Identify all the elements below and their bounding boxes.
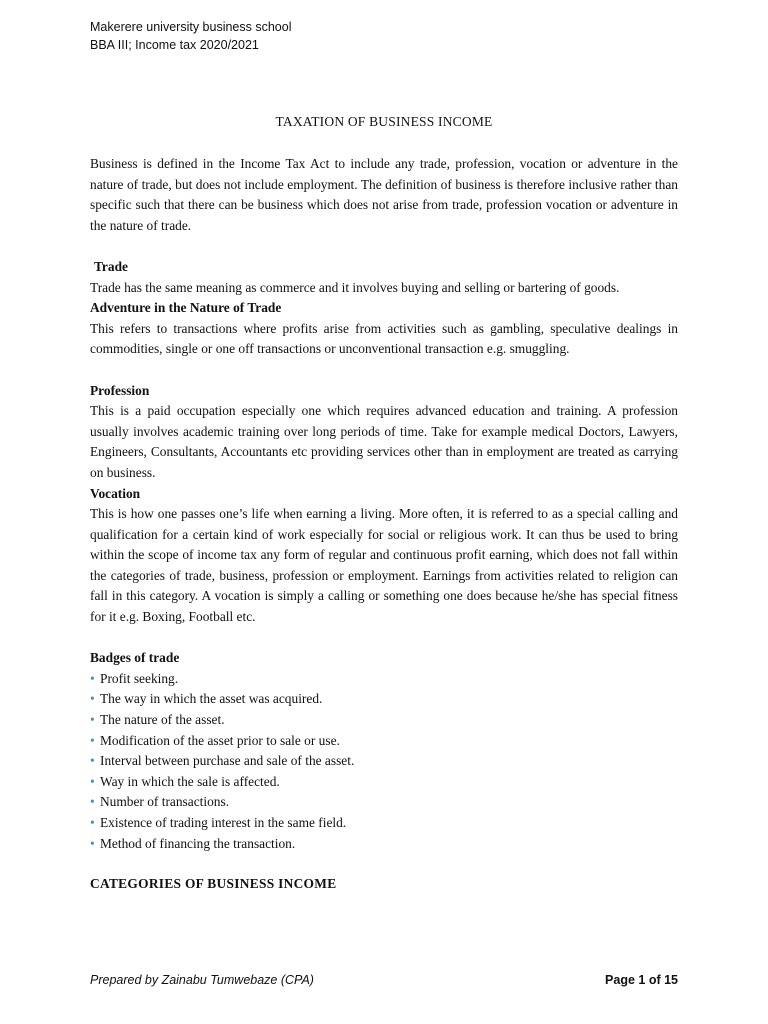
vocation-heading: Vocation (90, 485, 141, 501)
trade-paragraph: Trade has the same meaning as commerce and it involves buying and selling or bartering of goods. (90, 279, 620, 295)
list-item: • Interval between purchase and sale of the asset. (90, 751, 678, 772)
list-item: • Modification of the asset prior to sale or use. (90, 731, 678, 752)
bullet-icon: • (90, 815, 95, 830)
document-body (90, 154, 678, 895)
adventure-heading: Adventure in the Nature of Trade (90, 300, 282, 316)
bullet-icon: • (90, 670, 95, 686)
trade-heading: Trade (94, 258, 128, 274)
header-institution: Makerere university business school (90, 20, 292, 34)
list-item: • Method of financing the transaction. (90, 834, 678, 855)
page-footer (90, 973, 678, 987)
document-title: TAXATION OF BUSINESS INCOME (275, 114, 493, 129)
bullet-icon: • (90, 794, 95, 810)
badges-heading: Badges of trade (90, 650, 180, 666)
list-item: • Existence of trading interest in the same field. (90, 813, 678, 834)
header-course: BBA III; Income tax 2020/2021 (90, 38, 259, 52)
list-item: • Profit seeking. (90, 669, 678, 690)
profession-heading: Profession (90, 382, 150, 398)
bullet-icon: • (90, 732, 95, 748)
categories-heading: CATEGORIES OF BUSINESS INCOME (90, 876, 337, 892)
list-item: • Number of transactions. (90, 792, 678, 813)
bullet-icon: • (90, 753, 95, 769)
intro-paragraph: Business is defined in the Income Tax Act to include any trade, profession, vocation or adventure in the nature of trade, but does not include employment. The definition of business is therefore inclusive rather than specific such that there can be business which does not arise from trade, profession vocation or adventure in the nature of trade. (90, 156, 678, 233)
list-item: • The nature of the asset. (90, 710, 678, 731)
page-header (90, 18, 291, 54)
profession-paragraph: This is a paid occupation especially one which requires advanced education and training. A profession usually involves academic training over long periods of time. Take for example medical Doctors, Lawyers, Engineers, Consultants, Accountants etc providing services other than in employment are treated as carrying on business. (90, 403, 678, 480)
bullet-icon: • (90, 835, 95, 851)
bullet-icon: • (90, 691, 95, 707)
adventure-paragraph: This refers to transactions where profits arise from activities such as gambling, speculative dealings in commodities, single or one off transactions or unconventional transaction e.g. smuggling. (90, 320, 678, 357)
badges-list (90, 669, 678, 854)
page-number: Page 1 of 15 (605, 973, 678, 987)
bullet-icon: • (90, 712, 95, 728)
bullet-icon: • (90, 773, 95, 789)
list-item: • The way in which the asset was acquired. (90, 689, 678, 710)
footer-author: Prepared by Zainabu Tumwebaze (CPA) (90, 973, 314, 987)
list-item: • Way in which the sale is affected. (90, 772, 678, 793)
vocation-paragraph: This is how one passes one’s life when earning a living. More often, it is referred to as a special calling and qualification for a certain kind of work especially for social or religious work. It can thus be used to bring within the scope of income tax any form of regular and continuous profit earning, which does not fall within the categories of trade, business, profession or employment. Earnings from activities related to religion can fall in this category. A vocation is simply a calling or something one does because he/she has special fitness for it e.g. Boxing, Football etc. (90, 506, 678, 625)
